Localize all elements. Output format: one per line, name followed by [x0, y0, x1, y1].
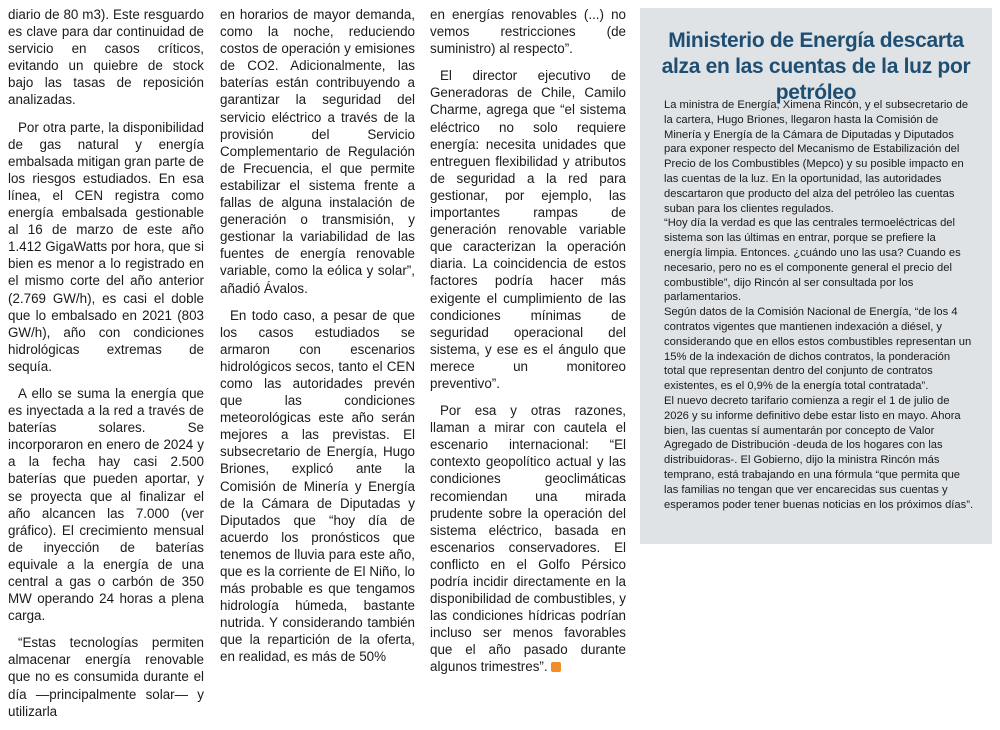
paragraph: En todo caso, a pesar de que los casos estudiados se armaron con escenarios hidrológicos secos, tanto el CEN como las autoridades prevén que las condiciones meteorológicas este año serán mejores a las previstas. El subsecretario de Energía, Hugo Briones, explicó ante la Comisión de Minería y Energía de la Cámara de Diputadas y Diputados que “hoy día de acuerdo los pronósticos que tenemos de lluvia para este año, que es la corriente de El Niño, lo más probable es que tengamos hidrología húmeda, bastante nutrida. Y considerando también que la repartición de la oferta, en realidad, es más de 50% [220, 307, 415, 665]
paragraph: “Estas tecnologías permiten almacenar energía renovable que no es consumida durante el día —principalmente solar— y utilizarla [8, 635, 204, 719]
last-paragraph [430, 402, 626, 676]
sidebar-paragraph: Según datos de la Comisión Nacional de Energía, “de los 4 contratos vigentes que mantienen indexación a diésel, y considerando que en ellos estos combustibles representan un 15% de la indexación de dichos contratos, la ponderación total que representan dentro del conjunto de contratos existentes, es el 0,9% de la energía total contratada”. [664, 306, 972, 393]
sidebar-paragraph: “Hoy día la verdad es que las centrales termoeléctricas del sistema son las últimas en entrar, porque se prefiere la energía limpia. Entonces. ¿cuándo uno las usa? Cuando es necesario, pero no es el componente general el precio del combustible”, dijo Rincón al ser consultada por los parlamentarios. [664, 217, 961, 304]
paragraph: A ello se suma la energía que es inyectada a la red a través de baterías solares. Se incorporaron en enero de 2024 y a la fecha hay casi 2.500 baterías que pueden aportar, y se proyecta que al finalizar el año alcancen las 7.000 (ver gráfico). El crecimiento mensual de inyección de baterías equivale a la energía de una central a gas o carbón de 350 MW operando 24 horas a plena carga. [8, 385, 204, 624]
paragraph-text: Por esa y otras razones, llaman a mirar con cautela el escenario internacional: “El contexto geopolítico actual y las condiciones geoclimáticas recomiendan una mirada prudente sobre la operación del sistema eléctrico, basada en escenarios conservadores. El conflicto en el Golfo Pérsico podría incidir directamente en la disponibilidad de combustibles, y las condiciones hídricas podrían incluso ser menos favorables que el año pasado durante algunos trimestres”. [430, 403, 626, 675]
paragraph: Por otra parte, la disponibilidad de gas natural y energía embalsada mitigan gran parte de los riesgos estudiados. En esa línea, el CEN registra como energía embalsada gestionable al 16 de marzo de este año 1.412 GigaWatts por hora, que si bien es menor a lo registrado en el mismo corte del año anterior (2.769 GW/h), es casi el doble que lo embalsado en 2021 (803 GW/h), año con condiciones hidrológicas extremas de sequía. [8, 119, 205, 374]
sidebar-box [640, 8, 992, 544]
article-column-2 [220, 6, 415, 676]
paragraph: diario de 80 m3). Este resguardo es clave para dar continuidad de servicio en casos críticos, evitando un quiebre de stock bajo las tasas de reposición analizadas. [8, 7, 204, 108]
sidebar-paragraph: La ministra de Energía, Ximena Rincón, y el subsecretario de la cartera, Hugo Briones, llegaron hasta la Comisión de Minería y Energía de la Cámara de Diputadas y Diputados para exponer respecto del Mecanismo de Estabilización del Precio de los Combustibles (Mepco) y su posible impacto en las cuentas de la luz. En la oportunidad, las autoridades descartaron que producto del alza del petróleo las cuentas suban para los clientes regulados. [664, 99, 969, 215]
paragraph: El director ejecutivo de Generadoras de Chile, Camilo Charme, agrega que “el sistema eléctrico no solo requiere energía: necesita unidades que entreguen flexibilidad y atributos de seguridad a la red para gestionar, por ejemplo, las importantes rampas de generación renovable variable que caracterizan la operación diaria. La coincidencia de estos factores podría hacer más exigente el cumplimiento de las condiciones mínimas de seguridad operacional del sistema, y ese es el ángulo que merece un monitoreo preventivo”. [430, 68, 626, 391]
paragraph: en horarios de mayor demanda, como la noche, reduciendo costos de operación y emisiones de CO2. Adicionalmente, las baterías están contribuyendo a garantizar la seguridad del servicio eléctrico a través de la provisión del Servicio Complementario de Regulación de Frecuencia, el que permite estabilizar el sistema frente a fallas de alguna instalación de generación o transmisión, y gestionar la variabilidad de las fuentes de energía renovable variable, como la eólica y solar”, añadió Ávalos. [220, 7, 415, 296]
sidebar-title: Ministerio de Energía descarta alza en las cuentas de la luz por petróleo [661, 29, 971, 104]
sidebar-body [664, 98, 974, 512]
sidebar-paragraph: El nuevo decreto tarifario comienza a regir el 1 de julio de 2026 y su informe definitivo debe estar listo en mayo. Ahora bien, las cuentas sí aumentarán por concepto de Valor Agregado de Distribución -deuda de los hogares con las distribuidoras-. El Gobierno, dijo la ministra Rincón más temprano, está trabajando en una fórmula “que permita que las familias no tengan que ver encarecidas sus cuentas y esperamos poder tener buenas noticias en los próximos días”. [664, 394, 974, 511]
paragraph: en energías renovables (...) no vemos restricciones (de suministro) al respecto”. [430, 7, 626, 57]
article-column-3 [430, 6, 626, 686]
article-column-1 [8, 6, 204, 730]
article-end-icon [551, 662, 561, 672]
